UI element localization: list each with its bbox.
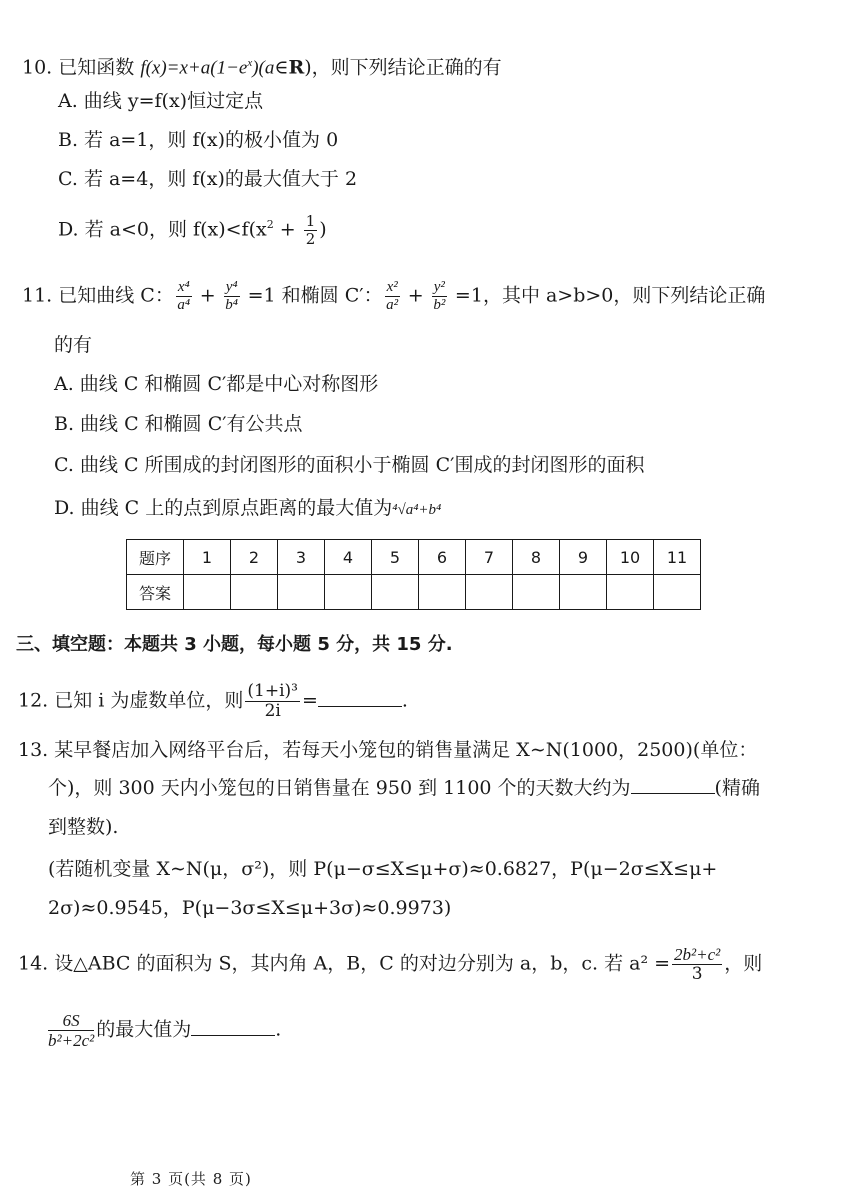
answer-table-number: 8	[513, 540, 560, 575]
q12-num: (1+i)³	[247, 681, 298, 701]
q13-line2	[48, 775, 760, 801]
q12-equals: =	[302, 689, 318, 712]
q11-f2-den: b⁴	[225, 297, 239, 313]
q13-line4: (若随机变量 X∼N(μ，σ²)，则 P(μ−σ≤X≤μ+σ)≈0.6827，P(μ−2σ≤X≤μ+	[48, 858, 718, 880]
answer-cell	[184, 575, 231, 610]
q11-f2-num: y⁴	[225, 279, 238, 295]
q14-fraction	[672, 946, 722, 983]
q11-stem-cont: 的有	[54, 334, 93, 356]
q10-real-set: R	[288, 56, 305, 79]
q11-plus-1: +	[193, 284, 222, 307]
answer-cell	[513, 575, 560, 610]
q10-stem-prefix: 10. 已知函数	[22, 56, 135, 79]
q10-option-a: A. 曲线 y=f(x)恒过定点	[58, 90, 264, 112]
q11-f3-num: x²	[386, 279, 398, 295]
answer-table-number: 11	[654, 540, 701, 575]
q10-exponent: x	[247, 57, 253, 69]
q14-num: 2b²+c²	[674, 945, 721, 964]
q10-d-num: 1	[305, 211, 316, 230]
q13-line2-a: 个)，则 300 天内小笼包的日销售量在 950 到 1100 个的天数大约为	[48, 777, 631, 799]
q10-function: f(x)=x+a(1−e	[140, 57, 248, 79]
answer-cell	[466, 575, 513, 610]
answer-table-number: 3	[278, 540, 325, 575]
q11-d-root: ⁴√a⁴+b⁴	[392, 502, 442, 518]
answer-table-number: 1	[184, 540, 231, 575]
q12-den: 2i	[264, 701, 281, 721]
q13-line2-b: (精确	[714, 777, 760, 799]
q11-prefix: 11. 已知曲线 C：	[22, 284, 174, 307]
answer-cell	[607, 575, 654, 610]
q11-frac-4	[432, 280, 447, 313]
q11-option-c: C. 曲线 C 所围成的封闭图形的面积小于椭圆 C′围成的封闭图形的面积	[54, 454, 645, 476]
q11-option-b: B. 曲线 C 和椭圆 C′有公共点	[54, 413, 303, 435]
answer-cell	[654, 575, 701, 610]
q10-d-close: )	[319, 218, 327, 241]
q11-suffix: =1，其中 a>b>0，则下列结论正确	[448, 284, 766, 307]
answer-cell	[372, 575, 419, 610]
q12	[18, 683, 408, 720]
q11-frac-3	[385, 280, 400, 313]
q11-mid: =1 和椭圆 C′：	[241, 284, 383, 307]
q13-line5: 2σ)≈0.9545，P(μ−3σ≤X≤μ+3σ)≈0.9973)	[48, 897, 452, 919]
answer-table-row1-label: 题序	[127, 540, 184, 575]
answer-table-number: 6	[419, 540, 466, 575]
q14-prefix: 14. 设△ABC 的面积为 S，其内角 A，B，C 的对边分别为 a，b，c. 若 a² =	[18, 952, 671, 975]
q14-expr-num: 6S	[48, 1012, 94, 1031]
answer-cell	[231, 575, 278, 610]
q11-f3-den: a²	[386, 297, 399, 313]
answer-cell	[560, 575, 607, 610]
q11-frac-1	[176, 280, 192, 313]
q14-den: 3	[691, 964, 703, 984]
q14-tail: 的最大值为	[96, 1018, 192, 1041]
q10-d-prefix: D. 若 a<0，则 f(x)<f(x	[58, 218, 267, 241]
q11-f1-den: a⁴	[177, 297, 191, 313]
q14-answer-blank[interactable]	[191, 1035, 275, 1036]
q10-mid: )(a∈	[252, 57, 289, 79]
q13-answer-blank[interactable]	[631, 793, 715, 794]
q11-f4-den: b²	[433, 297, 446, 313]
q11-d-prefix: D. 曲线 C 上的点到原点距离的最大值为	[54, 497, 393, 519]
q11-f1-num: x⁴	[177, 279, 190, 295]
q12-end: .	[401, 689, 408, 712]
q12-answer-blank[interactable]	[318, 706, 402, 707]
q10-option-c: C. 若 a=4，则 f(x)的最大值大于 2	[58, 168, 358, 190]
q13-line3: 到整数).	[48, 816, 119, 838]
answer-table-number: 2	[231, 540, 278, 575]
q10-d-plus: +	[273, 218, 302, 241]
q10-stem	[22, 50, 502, 81]
q12-prefix: 12. 已知 i 为虚数单位，则	[18, 689, 244, 712]
q13-line1: 13. 某早餐店加入网络平台后，若每天小笼包的销售量满足 X∼N(1000，2500)(单位：	[18, 739, 758, 761]
q14-line2	[46, 1012, 281, 1049]
q11-f4-num: y²	[433, 279, 445, 295]
q14-expr-den: b²+2c²	[48, 1031, 95, 1050]
section3-title: 三、填空题：本题共 3 小题，每小题 5 分，共 15 分.	[16, 634, 453, 655]
q10-suffix: )，则下列结论正确的有	[304, 56, 502, 79]
q10-option-d	[58, 212, 327, 247]
answer-table-number: 5	[372, 540, 419, 575]
answer-table-header-row	[127, 540, 701, 575]
q14-end: .	[275, 1018, 282, 1041]
q14-line1	[18, 946, 762, 983]
q10-d-den: 2	[305, 229, 316, 248]
answer-table-row2-label: 答案	[127, 575, 184, 610]
answer-cell	[325, 575, 372, 610]
q11-frac-2	[224, 280, 240, 313]
q10-d-fraction	[304, 211, 318, 248]
answer-cell	[278, 575, 325, 610]
q12-fraction	[245, 683, 300, 720]
q10-d-sup: 2	[266, 218, 274, 231]
q10-option-b: B. 若 a=1，则 f(x)的极小值为 0	[58, 129, 339, 151]
q11-stem	[22, 280, 765, 313]
answer-table-number: 9	[560, 540, 607, 575]
answer-cell	[419, 575, 466, 610]
answer-table-number: 4	[325, 540, 372, 575]
q11-plus-2: +	[401, 284, 430, 307]
answer-table-number: 7	[466, 540, 513, 575]
page-footer: 第 3 页(共 8 页)	[130, 1170, 252, 1188]
answer-table-answer-row	[127, 575, 701, 610]
q11-option-d	[54, 495, 441, 523]
answer-table	[126, 539, 701, 610]
answer-table-number: 10	[607, 540, 654, 575]
q11-option-a: A. 曲线 C 和椭圆 C′都是中心对称图形	[54, 373, 379, 395]
q14-expression	[48, 1012, 94, 1049]
q14-suffix: ，则	[724, 952, 763, 975]
